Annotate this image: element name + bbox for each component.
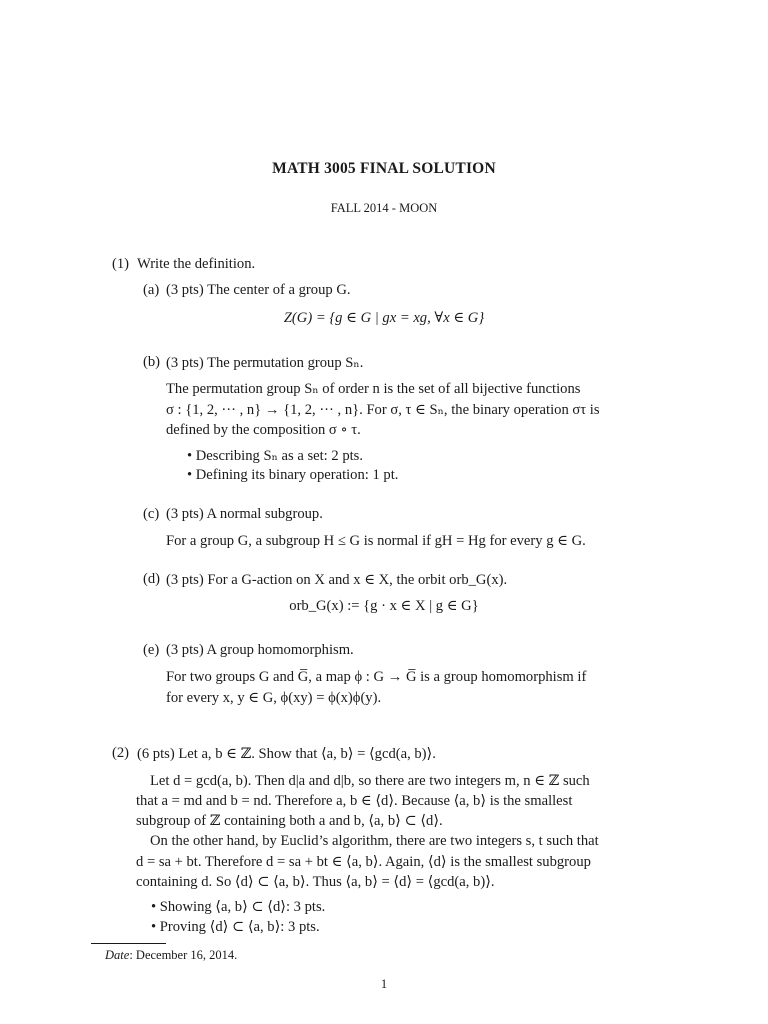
problem-2-bullet-2-text: Proving ⟨d⟩ ⊂ ⟨a, b⟩: 3 pts. (159, 919, 320, 935)
problem-2-line-6: containing d. So ⟨d⟩ ⊂ ⟨a, b⟩. Thus ⟨a, b⟩ = ⟨d⟩ = ⟨gcd(a, b)⟩. (136, 874, 495, 890)
problem-1-number: (1) (112, 256, 130, 272)
center-formula: Z(G) = {g ∈ G | gx = xg, ∀x ∈ G} (283, 310, 485, 326)
page-number: 1 (380, 977, 388, 991)
part-c-prompt: (3 pts) A normal subgroup. (166, 506, 323, 522)
part-e-label: (e) (143, 642, 160, 658)
part-d-label: (d) (143, 571, 161, 587)
part-b-line-2: σ : {1, 2, ··· , n} → {1, 2, ··· , n}. For σ, τ ∈ Sₙ, the binary operation στ is (166, 402, 600, 418)
part-c-answer: For a group G, a subgroup H ≤ G is normal if gH = Hg for every g ∈ G. (166, 533, 586, 549)
part-b-line-3: defined by the composition σ ∘ τ. (166, 422, 361, 438)
problem-2-line-5: d = sa + bt. Therefore d = sa + bt ∈ ⟨a, b⟩. Again, ⟨d⟩ is the smallest subgroup (136, 854, 591, 870)
problem-1-prompt: Write the definition. (137, 256, 256, 272)
part-e-line-1: For two groups G and G̅, a map ϕ : G → G̅ is a group homomorphism if (166, 669, 587, 685)
problem-2-bullet-1-text: Showing ⟨a, b⟩ ⊂ ⟨d⟩: 3 pts. (159, 899, 326, 915)
problem-2-line-2: that a = md and b = nd. Therefore a, b ∈ ⟨d⟩. Because ⟨a, b⟩ is the smallest (136, 793, 573, 809)
problem-2-number: (2) (112, 745, 130, 761)
part-e-line-2: for every x, y ∈ G, ϕ(xy) = ϕ(x)ϕ(y). (166, 690, 382, 706)
part-d-prompt: (3 pts) For a G-action on X and x ∈ X, the orbit orb_G(x). (166, 572, 508, 588)
part-c-label: (c) (143, 506, 160, 522)
footnote-date (105, 948, 237, 963)
part-b-bullet-1-text: Describing Sₙ as a set: 2 pts. (195, 448, 363, 464)
part-a-prompt: (3 pts) The center of a group G. (166, 282, 351, 298)
part-b-line-1: The permutation group Sₙ of order n is the set of all bijective functions (166, 381, 581, 397)
part-e-prompt: (3 pts) A group homomorphism. (166, 642, 354, 658)
part-b-bullet-1: • Describing Sₙ as a set: 2 pts. (187, 448, 363, 464)
part-a-label: (a) (143, 282, 160, 298)
problem-2-line-1: Let d = gcd(a, b). Then d|a and d|b, so there are two integers m, n ∈ ℤ such (150, 773, 590, 789)
problem-2-bullet-1: • Showing ⟨a, b⟩ ⊂ ⟨d⟩: 3 pts. (151, 899, 326, 915)
footnote-date-label: Date (105, 948, 130, 962)
problem-2-bullet-2: • Proving ⟨d⟩ ⊂ ⟨a, b⟩: 3 pts. (151, 919, 320, 935)
page-subtitle: FALL 2014 - MOON (330, 201, 438, 215)
part-b-bullet-2: • Defining its binary operation: 1 pt. (187, 467, 399, 483)
footnote-date-value: : December 16, 2014. (129, 948, 238, 962)
part-b-prompt: (3 pts) The permutation group Sₙ. (166, 355, 364, 371)
orbit-formula: orb_G(x) := {g · x ∈ X | g ∈ G} (289, 598, 479, 614)
footnote-rule (91, 943, 166, 944)
problem-2-prompt: (6 pts) Let a, b ∈ ℤ. Show that ⟨a, b⟩ = ⟨gcd(a, b)⟩. (137, 746, 436, 762)
problem-2-line-4: On the other hand, by Euclid’s algorithm, there are two integers s, t such that (150, 833, 599, 849)
part-b-bullet-2-text: Defining its binary operation: 1 pt. (195, 467, 399, 483)
problem-2-line-3: subgroup of ℤ containing both a and b, ⟨a, b⟩ ⊂ ⟨d⟩. (136, 813, 443, 829)
part-b-label: (b) (143, 354, 161, 370)
page-title: MATH 3005 FINAL SOLUTION (272, 160, 496, 177)
